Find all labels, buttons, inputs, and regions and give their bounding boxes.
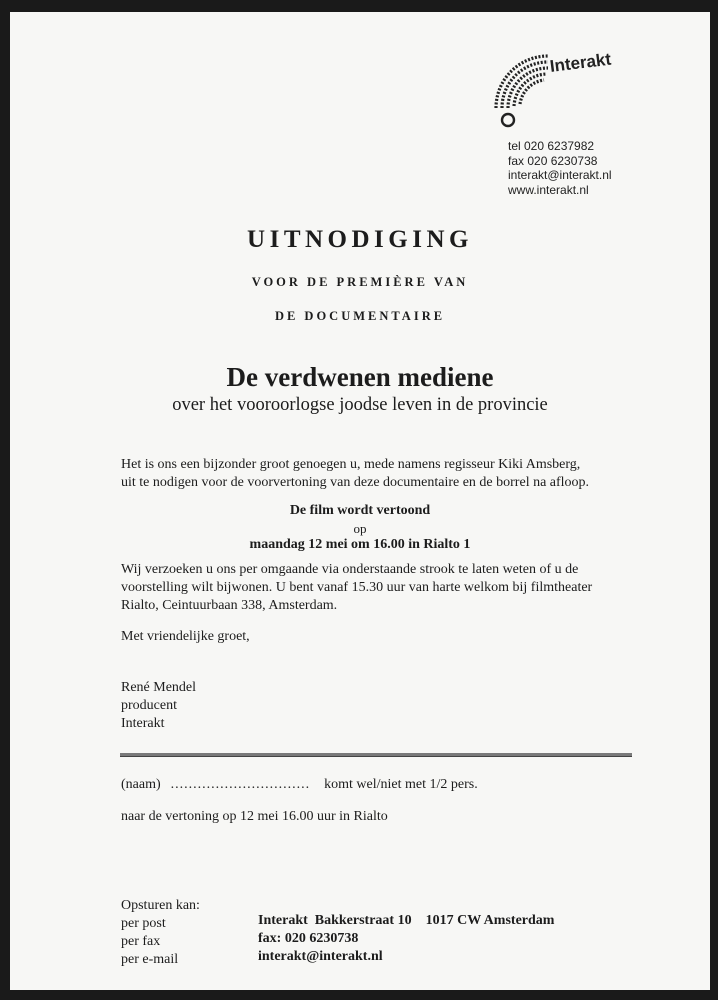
screening-line-2: op — [353, 521, 367, 536]
attendance-text: komt wel/niet met 1/2 pers. — [324, 777, 478, 792]
naam-label: (naam) — [121, 777, 161, 792]
send-method: per post — [121, 916, 166, 931]
send-label: Opsturen kan: — [121, 898, 200, 913]
screening-line-1: De film wordt vertoond — [289, 503, 431, 518]
signature-role: producent — [121, 698, 177, 713]
heading-line-2: DE DOCUMENTAIRE — [274, 309, 446, 323]
greeting: Met vriendelijke groet, — [121, 629, 250, 644]
reply-vertoning-line: naar de vertoning op 12 mei 16.00 uur in Rialto — [121, 809, 388, 824]
contact-fax: fax 020 6230738 — [508, 153, 598, 168]
intro-line: Het is ons een bijzonder groot genoegen u, mede namens regisseur Kiki Amsberg, — [121, 457, 581, 472]
film-title: De verdwenen mediene — [226, 362, 494, 392]
intro-line: uit te nodigen voor de voorvertoning van deze documentaire en de borrel na afloop. — [121, 475, 590, 490]
contact-tel: tel 020 6237982 — [508, 139, 595, 153]
send-email[interactable]: interakt@interakt.nl — [258, 949, 383, 964]
signature-name: René Mendel — [121, 680, 197, 695]
screening-date: maandag 12 mei om 16.00 in Rialto 1 — [249, 537, 471, 552]
contact-website[interactable]: www.interakt.nl — [508, 182, 589, 197]
naam-fill-in-field[interactable]: ............................... — [170, 777, 311, 792]
send-methods — [121, 897, 200, 969]
send-fax: fax: 020 6230738 — [258, 931, 359, 946]
invitation-page — [10, 12, 710, 990]
reply-naam-line — [121, 776, 478, 794]
contact-block — [508, 139, 612, 197]
request-line: voorstelling wilt bijwonen. U bent vanaf 15.30 uur van harte welkom bij filmtheater — [121, 580, 593, 595]
signature-block — [121, 679, 196, 733]
send-method: per fax — [121, 934, 161, 949]
logo-wordmark: Interakt — [548, 49, 613, 76]
film-subtitle: over het vooroorlogse joodse leven in de provincie — [172, 395, 548, 415]
heading-line-1: VOOR DE PREMIÈRE VAN — [251, 275, 469, 289]
request-line: Rialto, Ceintuurbaan 338, Amsterdam. — [121, 598, 338, 613]
request-paragraph — [121, 561, 592, 615]
request-line: Wij verzoeken u ons per omgaande via onderstaande strook te laten weten of u de — [121, 562, 579, 577]
interakt-logo-icon — [486, 48, 556, 128]
contact-email[interactable]: interakt@interakt.nl — [508, 168, 612, 182]
cut-line-divider — [120, 753, 632, 757]
send-address: Interakt Bakkerstraat 10 1017 CW Amsterdam — [258, 913, 555, 928]
send-method: per e-mail — [121, 952, 179, 967]
send-values — [258, 912, 554, 966]
signature-org: Interakt — [121, 716, 165, 731]
page-title: UITNODIGING — [247, 226, 473, 253]
intro-paragraph — [121, 456, 589, 492]
